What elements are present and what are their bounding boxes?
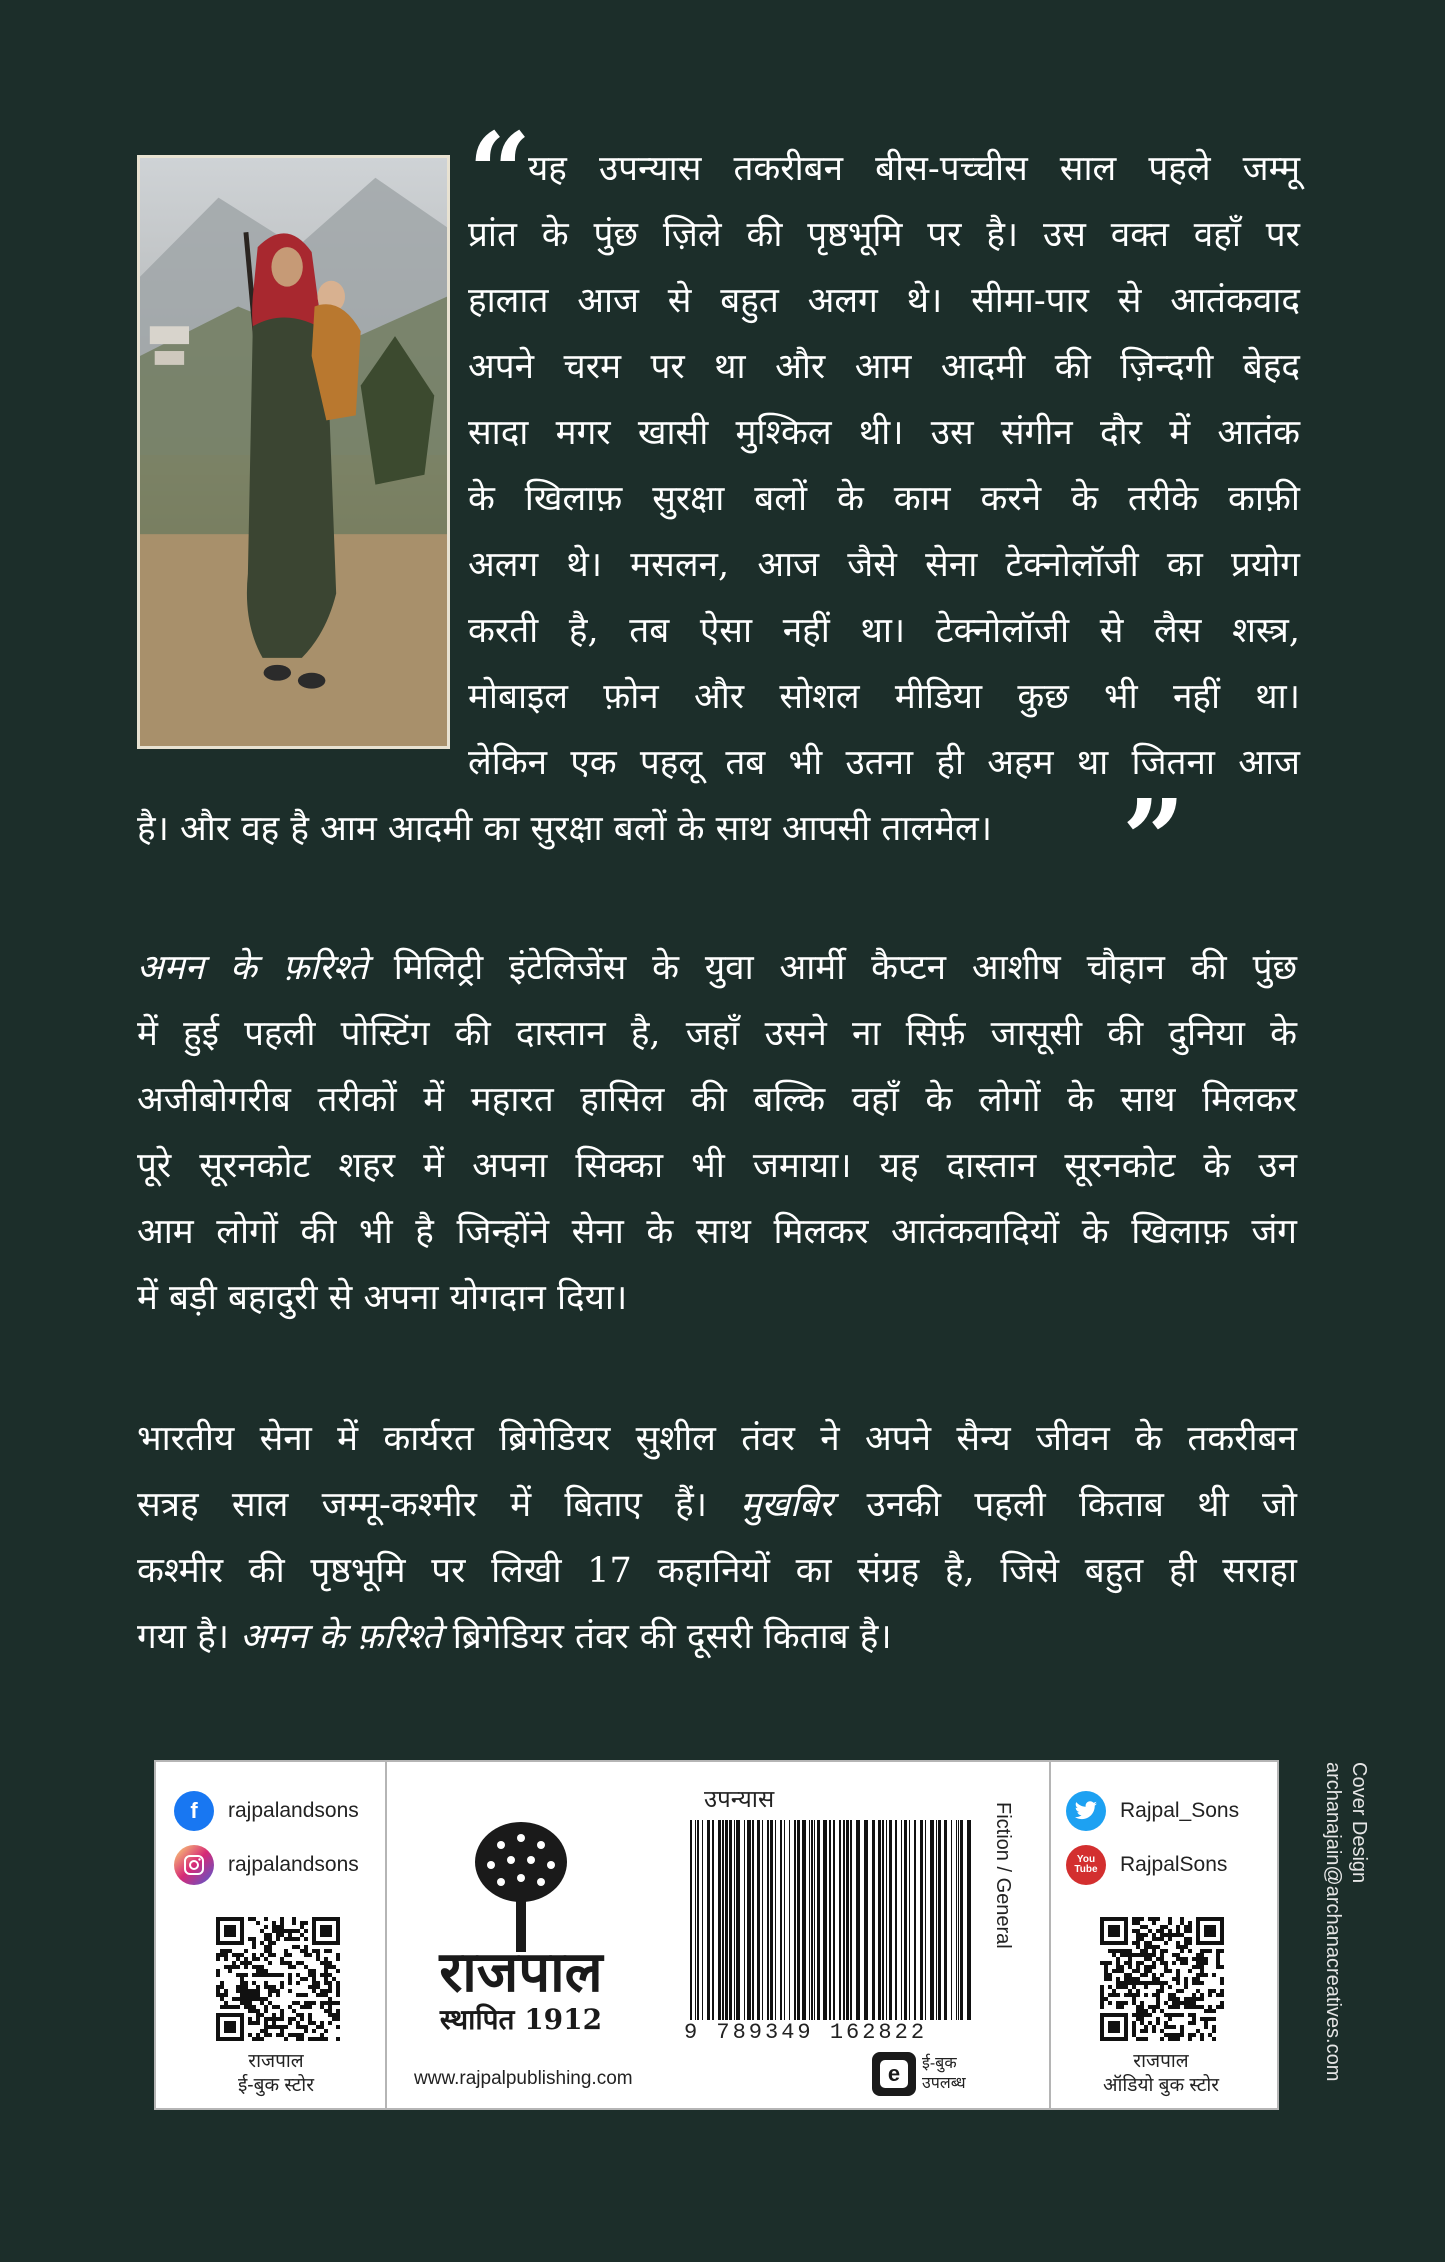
quote-line: यह उपन्यास तकरीबन बीस-पच्चीस साल पहले जम्मू — [528, 149, 1300, 189]
qr-left-caption — [176, 2050, 376, 2098]
paragraph-line — [137, 1604, 1297, 1670]
instagram-icon — [174, 1845, 214, 1885]
synopsis-paragraph — [137, 935, 1297, 1331]
qr-code-icon — [1100, 1917, 1224, 2041]
quote-line: लेकिन एक पहलू तब भी उतना ही अहम था जितना आज — [468, 743, 1300, 783]
barcode-icon — [686, 1820, 976, 2020]
line-text: मिलिट्री इंटेलिजेंस के युवा आर्मी कैप्टन आशीष चौहान की पुंछ — [367, 948, 1297, 988]
open-quote-mark: “ — [468, 108, 532, 237]
paragraph-line: में हुई पहली पोस्टिंग की दास्तान है, जहाँ उसने ना सिर्फ़ जासूसी की दुनिया के — [137, 1014, 1297, 1054]
line-text: उनकी पहली किताब थी जो — [833, 1485, 1297, 1525]
quote-line: प्रांत के पुंछ ज़िले की पृष्ठभूमि पर है। उस वक्त वहाँ पर — [468, 215, 1300, 255]
website-link[interactable]: www.rajpalpublishing.com — [414, 2068, 633, 2089]
qr-code-ebook-store[interactable] — [216, 1917, 340, 2041]
paragraph-line: कश्मीर की पृष्ठभूमि पर लिखी 17 कहानियों का संग्रह है, जिसे बहुत ही सराहा — [137, 1551, 1297, 1591]
qr-code-icon — [216, 1917, 340, 2041]
quote-line: है। और वह है आम आदमी का सुरक्षा बलों के साथ आपसी तालमेल। — [137, 809, 993, 849]
credit-email: archanajain@archanacreatives.com — [1322, 1762, 1344, 2082]
facebook-handle: rajpalandsons — [228, 1799, 359, 1822]
facebook-link[interactable] — [174, 1791, 359, 1831]
paragraph-line: भारतीय सेना में कार्यरत ब्रिगेडियर सुशील तंवर ने अपने सैन्य जीवन के तकरीबन — [137, 1419, 1297, 1459]
credit-line: Cover Design — [1348, 1762, 1370, 1884]
instagram-link[interactable] — [174, 1845, 359, 1885]
line-text: गया है। — [137, 1617, 241, 1657]
book-title-italic: अमन के फ़रिश्ते — [240, 1617, 442, 1657]
publisher-logo-text: राजपाल — [439, 1939, 603, 2005]
youtube-handle: RajpalSons — [1120, 1853, 1228, 1876]
genre-label: उपन्यास — [704, 1786, 775, 1813]
ebook-icon: e — [872, 2052, 916, 2096]
panel-divider — [1049, 1762, 1051, 2108]
paragraph-line — [137, 935, 1297, 1001]
quote-line: मोबाइल फ़ोन और सोशल मीडिया कुछ भी नहीं था। — [468, 677, 1300, 717]
panel-divider — [385, 1762, 387, 2108]
quote-line: हालात आज से बहुत अलग थे। सीमा-पार से आतंकवाद — [468, 281, 1300, 321]
qr-code-audiobook-store[interactable] — [1100, 1917, 1224, 2041]
line-text: ब्रिगेडियर तंवर की दूसरी किताब है। — [441, 1617, 892, 1657]
twitter-icon — [1066, 1791, 1106, 1831]
cover-photo-woman-with-child — [137, 155, 450, 749]
caption-line: राजपाल — [1133, 2051, 1189, 2072]
caption-line: ई-बुक स्टोर — [237, 2075, 315, 2096]
caption-line: ऑडियो बुक स्टोर — [1102, 2075, 1220, 2096]
publisher-info-panel — [154, 1760, 1279, 2110]
paragraph-line: आम लोगों की भी है जिन्होंने सेना के साथ मिलकर आतंकवादियों के खिलाफ़ जंग — [137, 1212, 1297, 1252]
book-title-italic: अमन के फ़रिश्ते — [137, 948, 368, 988]
quote-line: करती है, तब ऐसा नहीं था। टेक्नोलॉजी से लैस शस्त्र, — [468, 611, 1300, 651]
close-quote-mark: ” — [1122, 775, 1186, 904]
publisher-established: स्थापित 1912 — [439, 2003, 603, 2036]
caption-line: राजपाल — [248, 2051, 304, 2072]
youtube-icon: You Tube — [1066, 1845, 1106, 1885]
isbn-number: 9 789349 162822 — [684, 2020, 928, 2045]
twitter-handle: Rajpal_Sons — [1120, 1799, 1240, 1822]
qr-right-caption — [1061, 2050, 1261, 2098]
paragraph-line: में बड़ी बहादुरी से अपना योगदान दिया। — [137, 1278, 628, 1318]
quote-line: अपने चरम पर था और आम आदमी की ज़िन्दगी बेहद — [468, 347, 1300, 387]
cover-design-credit — [1320, 1762, 1372, 2081]
twitter-link[interactable] — [1066, 1791, 1239, 1831]
paragraph-line — [137, 1472, 1297, 1538]
quote-line: अलग थे। मसलन, आज जैसे सेना टेक्नोलॉजी का प्रयोग — [468, 545, 1300, 585]
isbn-barcode — [686, 1820, 976, 2020]
category-label: Fiction / General — [992, 1802, 1014, 1949]
paragraph-line: पूरे सूरनकोट शहर में अपना सिक्का भी जमाया। यह दास्तान सूरनकोट के उन — [137, 1146, 1297, 1186]
ebook-label-line: उपलब्ध — [922, 2075, 966, 2092]
paragraph-line: अजीबोगरीब तरीकों में महारत हासिल की बल्कि वहाँ के लोगों के साथ मिलकर — [137, 1080, 1297, 1120]
ebook-label-line: ई-बुक — [922, 2055, 957, 2072]
photo-illustration — [140, 158, 447, 746]
instagram-handle: rajpalandsons — [228, 1853, 359, 1876]
quote-line: के खिलाफ़ सुरक्षा बलों के काम करने के तरीके काफ़ी — [468, 479, 1300, 519]
youtube-link[interactable] — [1066, 1845, 1227, 1885]
ebook-available-label — [922, 2054, 966, 2094]
author-paragraph — [137, 1406, 1297, 1670]
book-title-italic: मुखबिर — [740, 1485, 834, 1525]
line-text: सत्रह साल जम्मू-कश्मीर में बिताए हैं। — [137, 1485, 741, 1525]
quote-line: सादा मगर खासी मुश्किल थी। उस संगीन दौर में आतंक — [468, 413, 1300, 453]
facebook-icon: f — [174, 1791, 214, 1831]
